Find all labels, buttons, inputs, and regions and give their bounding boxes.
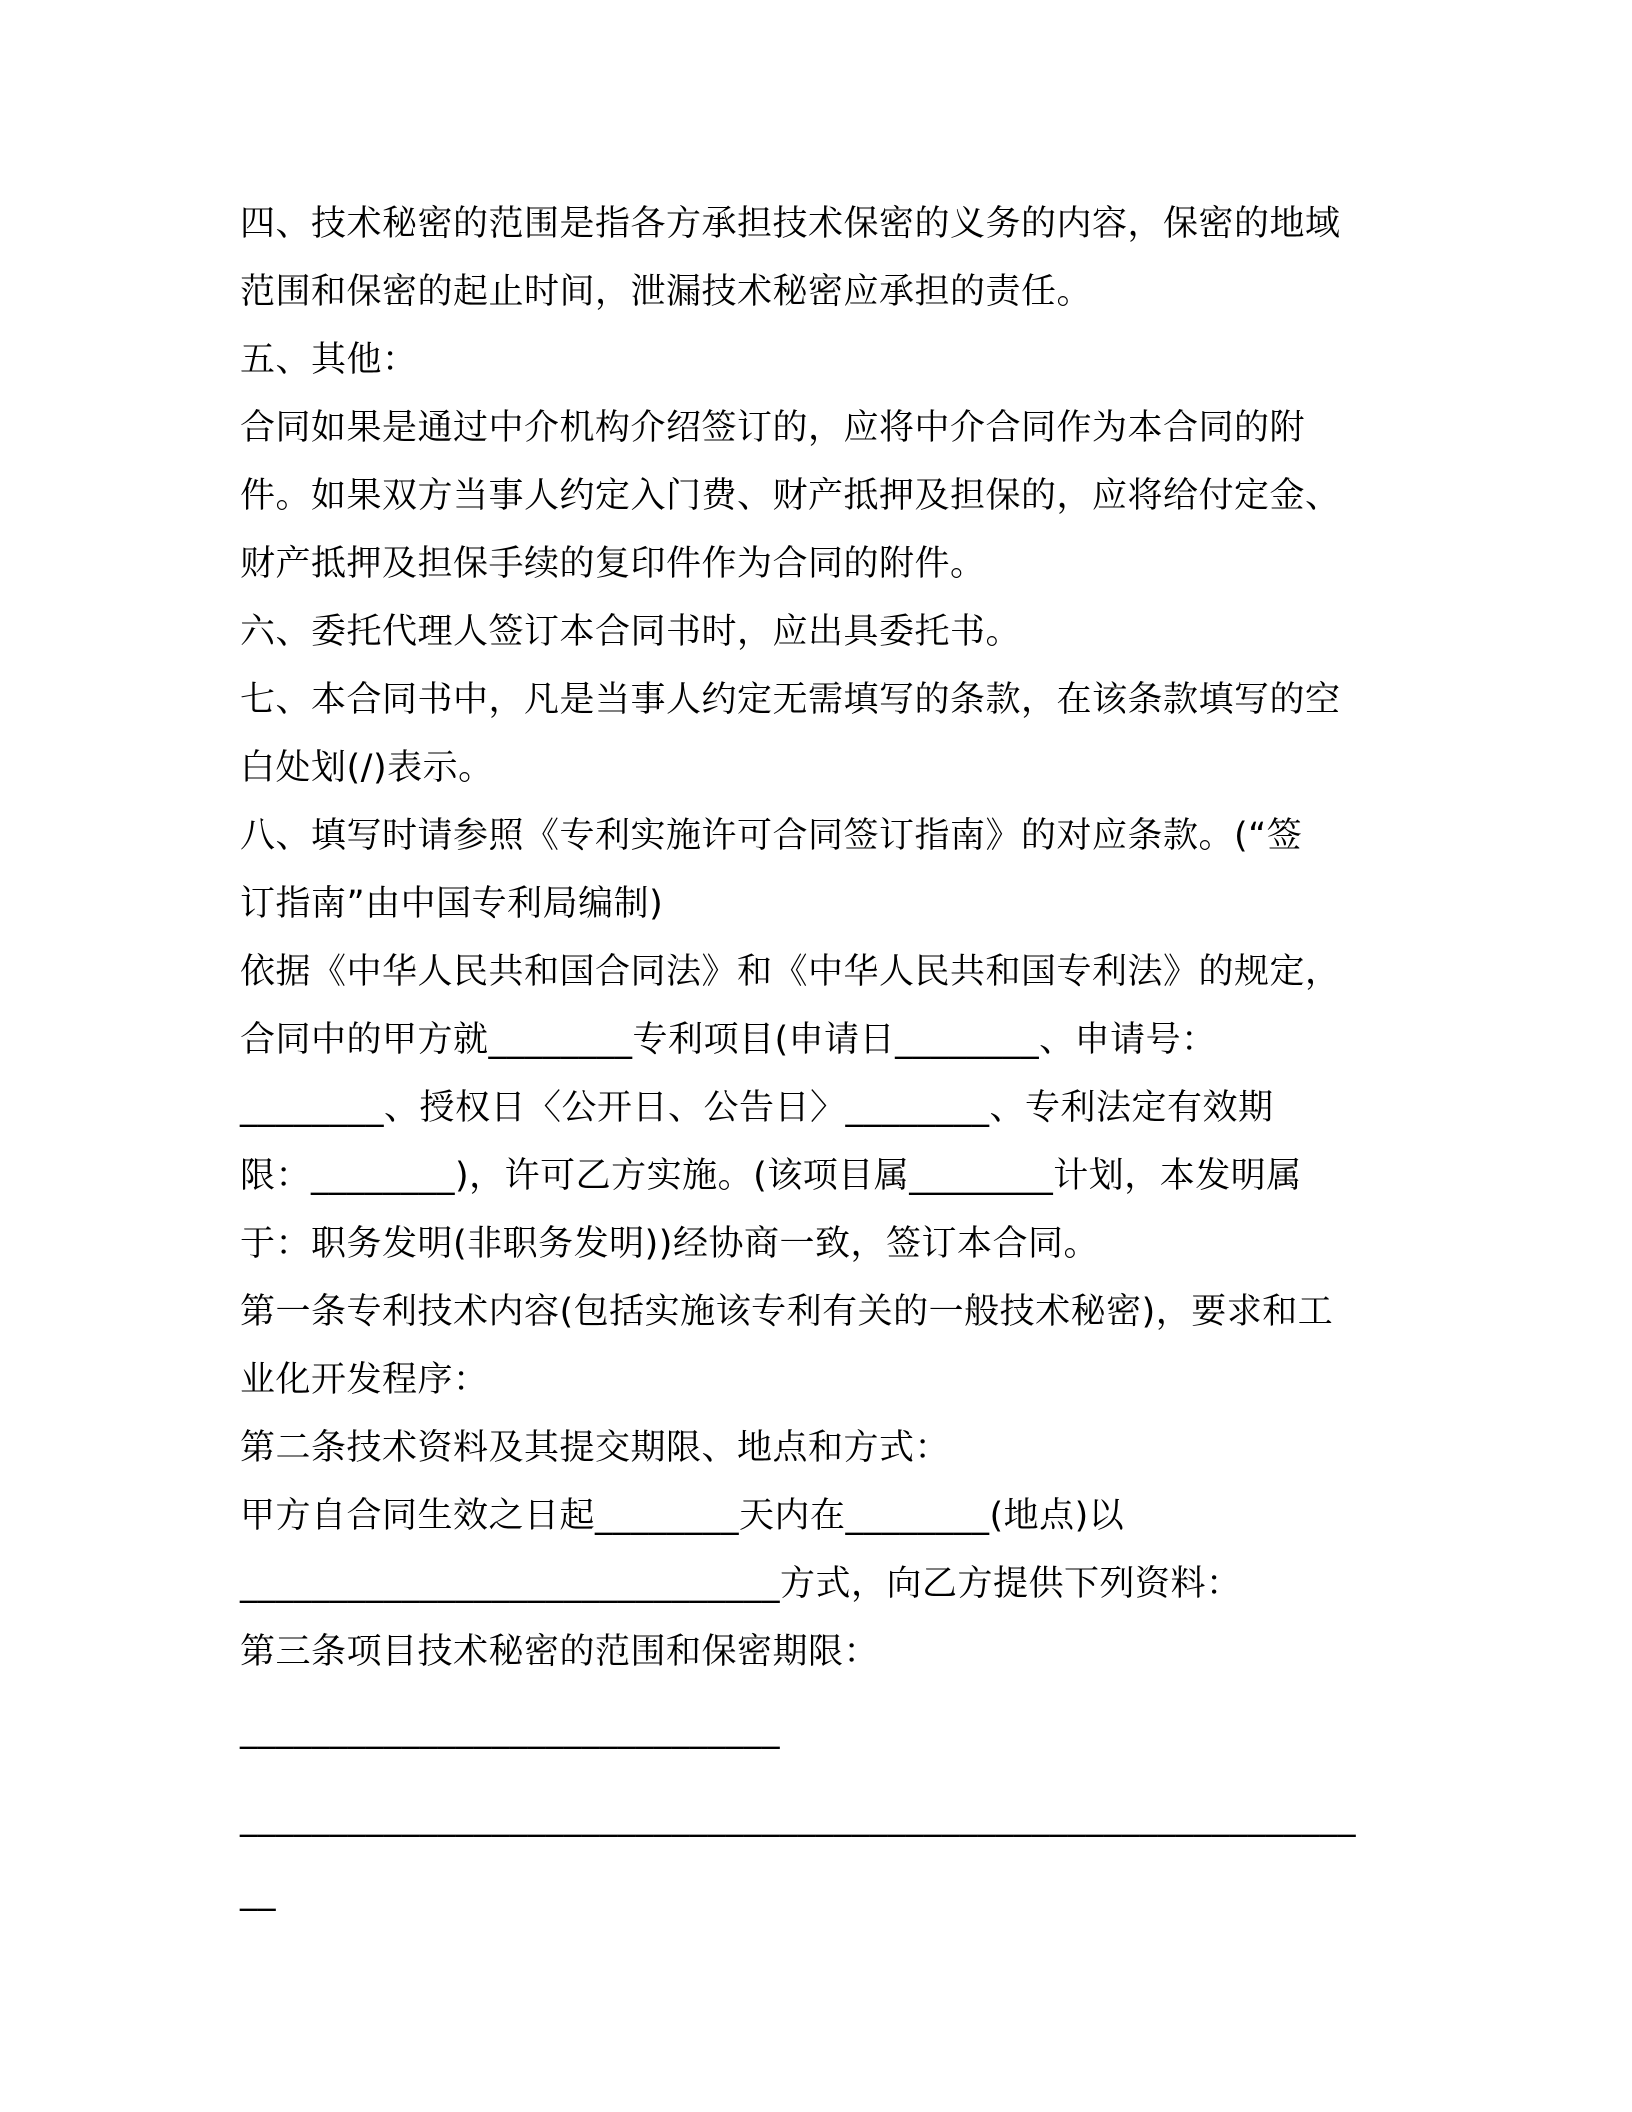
text-line: 限：________)，许可乙方实施。(该项目属________计划，本发明属 — [240, 1156, 1302, 1196]
blank-fill-line: __ — [240, 1872, 276, 1912]
document-body — [240, 190, 1400, 1922]
text-line: 范围和保密的起止时间，泄漏技术秘密应承担的责任。 — [240, 272, 1093, 312]
text-line: 八、填写时请参照《专利实施许可合同签订指南》的对应条款。(“签 — [240, 816, 1303, 856]
blank-fill-line: ______________________________________________________________ — [240, 1798, 1356, 1838]
blank-fill-line: ______________________________ — [240, 1710, 780, 1750]
text-line: 件。如果双方当事人约定入门费、财产抵押及担保的，应将给付定金、 — [240, 476, 1341, 516]
text-line: 合同如果是通过中介机构介绍签订的，应将中介合同作为本合同的附 — [240, 408, 1306, 448]
text-line: 五、其他： — [240, 340, 418, 380]
text-line: 甲方自合同生效之日起________天内在________(地点)以 — [240, 1496, 1125, 1536]
text-line: 订指南”由中国专利局编制) — [240, 884, 664, 924]
text-line: 白处划(/)表示。 — [240, 748, 494, 788]
text-line: 第三条项目技术秘密的范围和保密期限： — [240, 1632, 880, 1672]
text-line: 第一条专利技术内容(包括实施该专利有关的一般技术秘密)，要求和工 — [240, 1292, 1334, 1332]
text-line: 于：职务发明(非职务发明))经协商一致，签订本合同。 — [240, 1224, 1099, 1264]
text-line: ______________________________方式，向乙方提供下列资料： — [240, 1564, 1242, 1604]
text-line: 六、委托代理人签订本合同书时，应出具委托书。 — [240, 612, 1022, 652]
text-line: 第二条技术资料及其提交期限、地点和方式： — [240, 1428, 951, 1468]
text-line: 四、技术秘密的范围是指各方承担技术保密的义务的内容，保密的地域 — [240, 204, 1341, 244]
text-line: 合同中的甲方就________专利项目(申请日________、申请号： — [240, 1020, 1217, 1060]
text-line: ________、授权日〈公开日、公告日〉________、专利法定有效期 — [240, 1088, 1274, 1128]
text-line: 七、本合同书中，凡是当事人约定无需填写的条款，在该条款填写的空 — [240, 680, 1341, 720]
text-line: 财产抵押及担保手续的复印件作为合同的附件。 — [240, 544, 986, 584]
text-line: 依据《中华人民共和国合同法》和《中华人民共和国专利法》的规定， — [240, 952, 1341, 992]
text-line: 业化开发程序： — [240, 1360, 489, 1400]
